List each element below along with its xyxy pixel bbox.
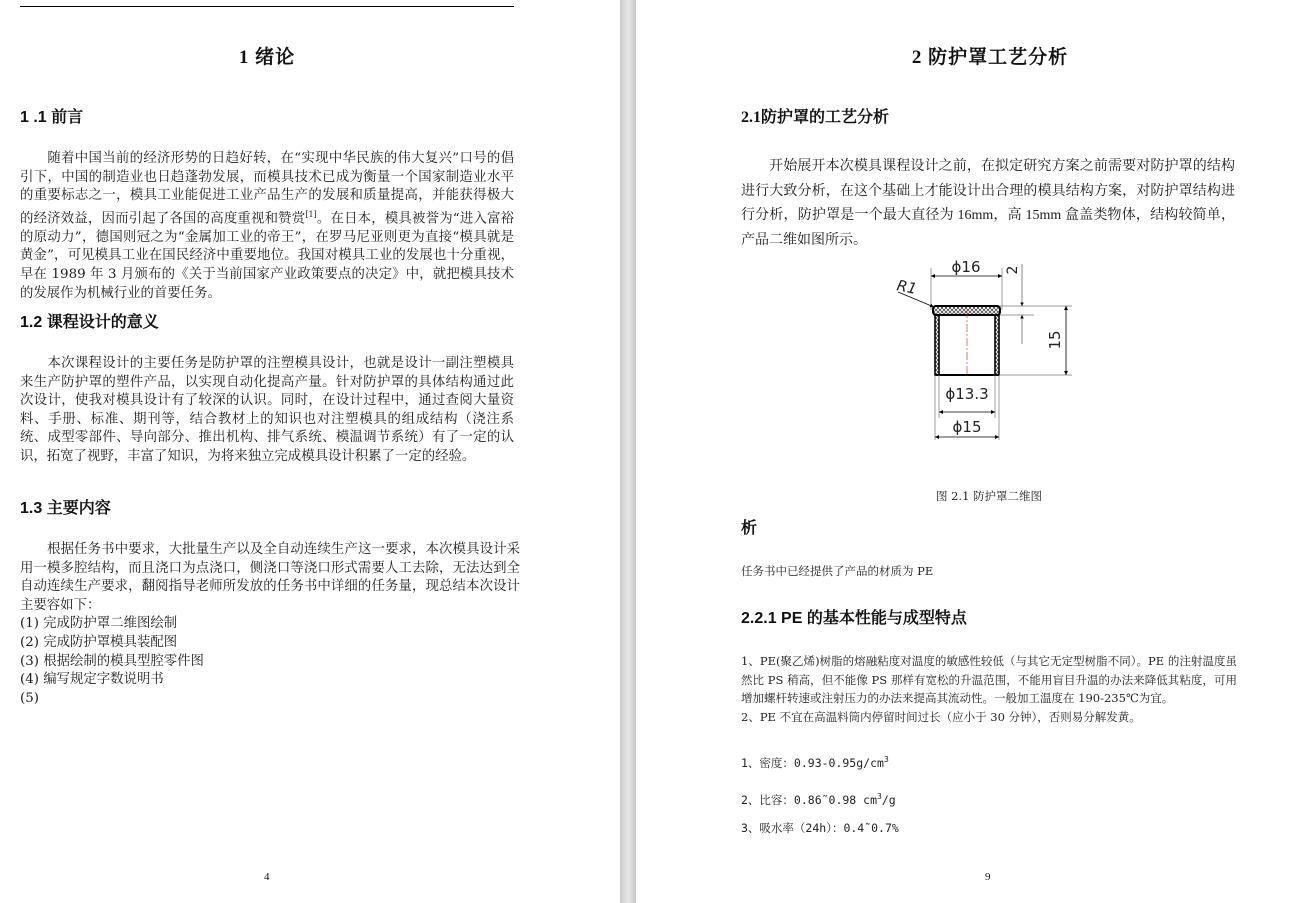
orphan-heading-fragment: 析 bbox=[741, 520, 758, 537]
section-2-1-paragraph bbox=[741, 155, 1235, 253]
section-heading-2-1: 2.1防护罩的工艺分析 bbox=[741, 109, 890, 126]
cap-top-section bbox=[933, 306, 1000, 315]
property-specific-volume bbox=[741, 792, 896, 808]
body-right-wall bbox=[995, 315, 999, 375]
property-label: 1、密度：0.93-0.95g/cm bbox=[741, 756, 884, 770]
chapter-title: 1 绪论 bbox=[238, 47, 296, 68]
property-density bbox=[741, 755, 889, 771]
section-heading-2-2-1: 2.2.1 PE 的基本性能与成型特点 bbox=[741, 610, 967, 627]
product-2d-drawing bbox=[876, 250, 1116, 450]
dimension-label-radius: R1 bbox=[895, 276, 919, 299]
paragraph-text: 开始展开本次模具课程设计之前，在拟定研究方案之前需要对防护罩的结构进行大致分析，在这个基础上才能设计出合理的模具结构方案，对防护罩结构进行分析，防护罩是一个最大直径为 16mm，高 15mm 盒盖类物体，结构较简单，产品二维如图所示。 bbox=[741, 159, 1235, 248]
property-label: 3、吸水率（24h）：0.4˜0.7% bbox=[741, 821, 899, 835]
section-heading-1-3: 1.3 主要内容 bbox=[20, 500, 111, 517]
paragraph-text-cont: 。在日本，模具被誉为“进入富裕的原动力”，德国则冠之为“金属加工业的帝王”，在罗马尼亚则更为直接“模具就是黄金”，可见模具工业在国民经济中重要地位。我国对模具工业的发展也十分重视，早在 1989 年 3 月颁布的《关于当前国家产业政策要点的决定》中，就把模具技术的发展作为机械行业的首要任务。 bbox=[20, 211, 514, 301]
superscript: 3 bbox=[883, 755, 889, 765]
page-gutter-divider bbox=[620, 0, 636, 903]
property-label: 2、比容：0.86˜0.98 cm bbox=[741, 793, 878, 807]
section-1-2-paragraph bbox=[20, 355, 514, 467]
property-water-absorption bbox=[741, 820, 899, 836]
header-rule bbox=[20, 6, 514, 7]
paragraph-text: 随着中国当前的经济形势的日趋好转，在“实现中华民族的伟大复兴”口号的倡引下，中国的制造业也日趋蓬勃发展，而模具技术已成为衡量一个国家制造业水平的重要标志之一，模具工业能促进工业产品生产的发展和质量提高，并能获得极大的经济效益，因而引起了各国的高度重视和赞赏 bbox=[20, 151, 514, 227]
page-number: 4 bbox=[264, 871, 270, 883]
figure-caption: 图 2.1 防护罩二维图 bbox=[935, 489, 1043, 503]
dimension-label-height: 15 bbox=[1046, 330, 1064, 350]
paragraph-text: 本次课程设计的主要任务是防护罩的注塑模具设计，也就是设计一副注塑模具来生产防护罩的塑件产品，以实现自动化提高产量。针对防护罩的具体结构通过此次设计，使我对模具设计有了较深的认识。同时，在设计过程中，通过查阅大量资料、手册、标准、期刊等，结合教材上的知识也对注塑模具的组成结构（浇注系统、成型零部件、导向部分、推出机构、排气系统、模温调节系统）有了一定的认识，拓宽了视野，丰富了知识，为将来独立完成模具设计积累了一定的经验。 bbox=[20, 356, 514, 464]
section-heading-1-2: 1.2 课程设计的意义 bbox=[20, 314, 159, 331]
list-item: 2、PE 不宜在高温料筒内停留时间过长（应小于 30 分钟），否则易分解发黄。 bbox=[741, 709, 1141, 724]
citation-ref[interactable]: [1] bbox=[305, 209, 317, 219]
paragraph-text: 根据任务书中要求，大批量生产以及全自动连续生产这一要求，本次模具设计采用一模多腔结构，而且浇口为点浇口，侧浇口等浇口形式需要人工去除，无法达到全自动连续生产要求，翻阅指导老师所发放的任务书中详细的任务量，现总结本次设计主要容如下： bbox=[20, 542, 520, 613]
list-item: (3) 根据绘制的模具型腔零件图 bbox=[20, 653, 204, 669]
material-note: 任务书中已经提供了产品的材质为 PE bbox=[741, 564, 934, 578]
list-item: 1、PE(聚乙烯)树脂的熔融粘度对温度的敏感性较低（与其它无定型树脂不同）。PE 的注射温度虽然比 PS 稍高，但不能像 PS 那样有宽松的升温范围，不能用盲目升温的办法来降低其粘度，可用增加螺杆转速或注射压力的办法来提高其流动性。一般加工温度在 190-235℃为宜。 bbox=[741, 654, 1237, 705]
chapter-title: 2 防护罩工艺分析 bbox=[911, 47, 1069, 68]
section-1-3-paragraph bbox=[20, 541, 520, 708]
list-item: (4) 编写规定字数说明书 bbox=[20, 672, 164, 688]
pe-characteristics-list bbox=[741, 652, 1237, 726]
dimension-label-inner-diameter: ϕ13.3 bbox=[945, 385, 989, 403]
dimension-label-top-thickness: 2 bbox=[1005, 265, 1021, 275]
dimension-label-body-diameter: ϕ15 bbox=[952, 418, 982, 436]
body-left-wall bbox=[935, 315, 939, 375]
list-item: (2) 完成防护罩模具装配图 bbox=[20, 634, 178, 650]
document-page-9 bbox=[636, 0, 1290, 903]
list-item: (5) bbox=[20, 690, 39, 706]
section-heading-1-1: 1 .1 前言 bbox=[20, 109, 84, 126]
dimension-label-outer-diameter: ϕ16 bbox=[951, 258, 981, 276]
list-item: (1) 完成防护罩二维图绘制 bbox=[20, 616, 178, 632]
property-unit-tail: /g bbox=[881, 793, 896, 807]
superscript: 3 bbox=[877, 792, 882, 802]
page-number: 9 bbox=[985, 871, 991, 883]
section-1-1-paragraph bbox=[20, 150, 514, 303]
document-page-4 bbox=[0, 0, 620, 903]
